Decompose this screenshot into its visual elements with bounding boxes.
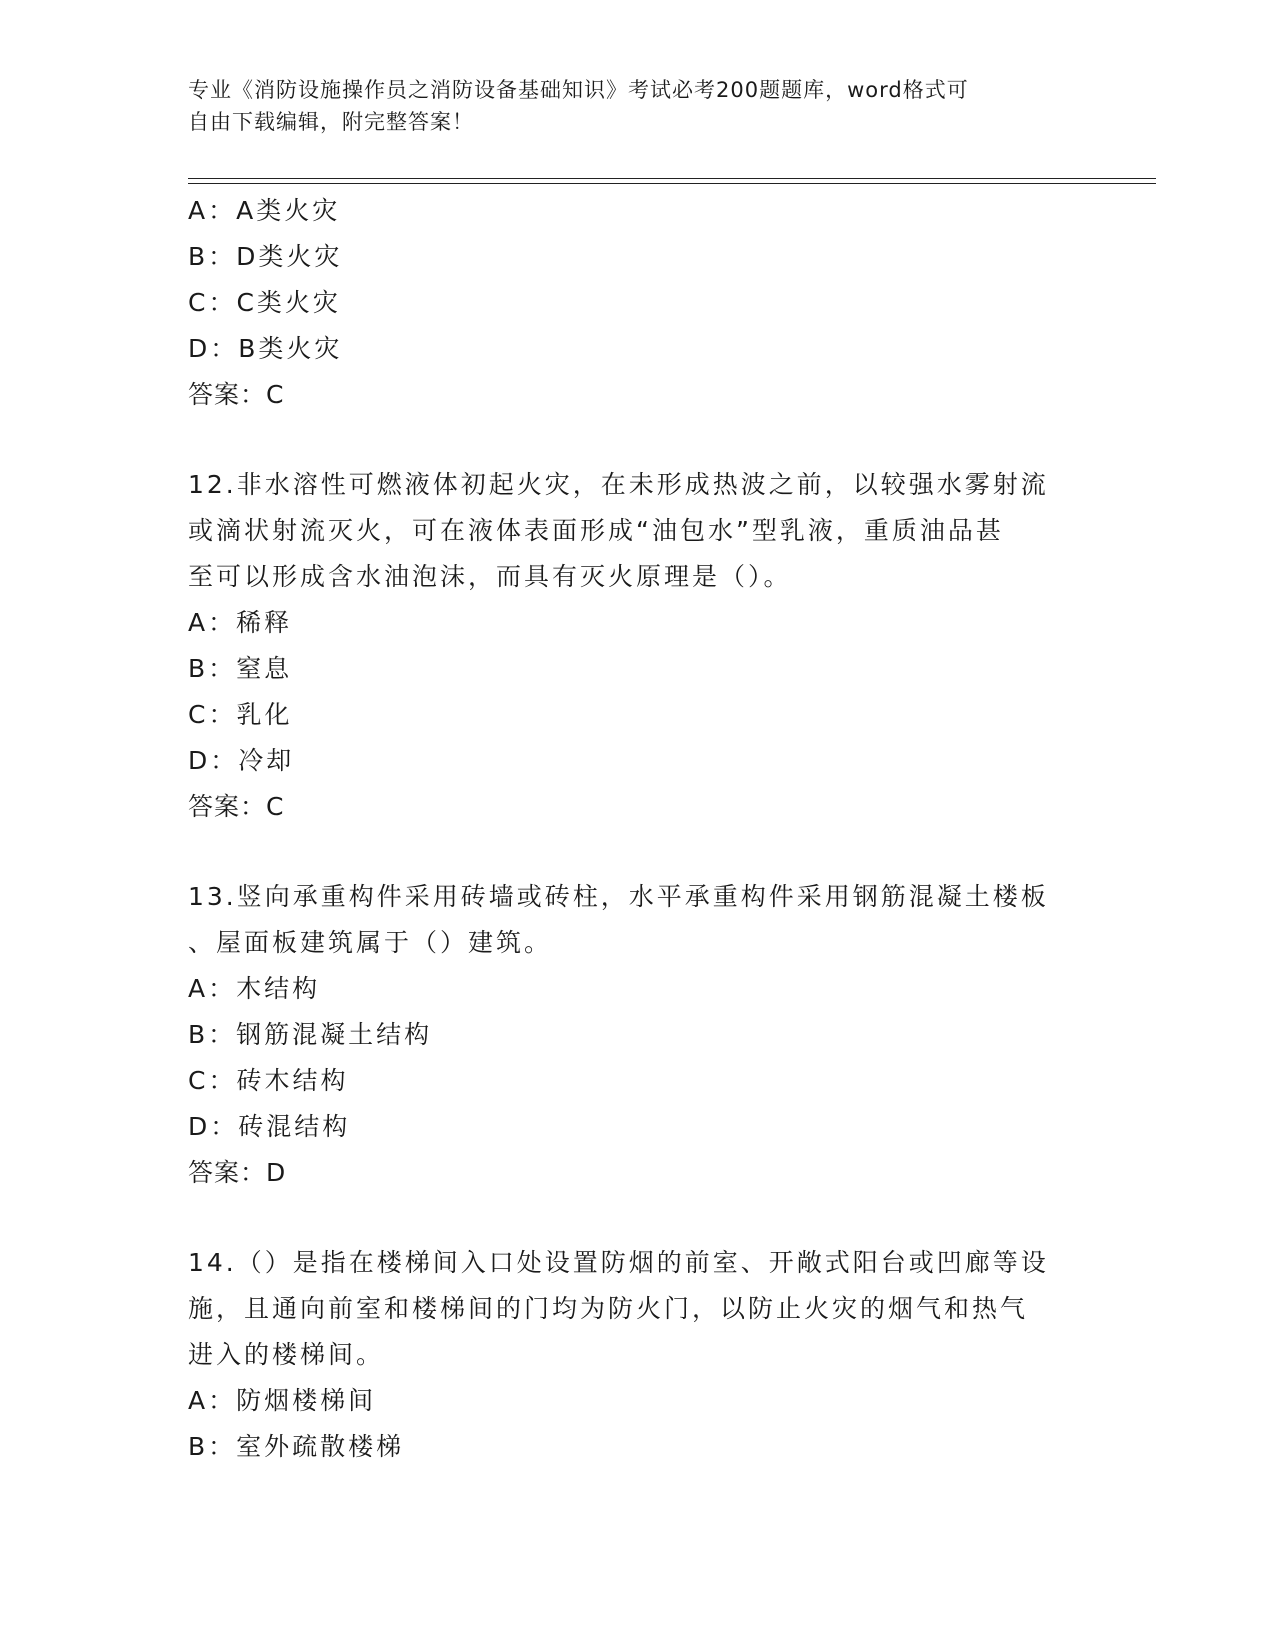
- option-b: B：钢筋混凝土结构: [188, 1020, 433, 1049]
- question-text-line: 进入的楼梯间。: [188, 1340, 385, 1369]
- question-text-line: 12.非水溶性可燃液体初起火灾，在未形成热波之前，以较强水雾射流: [188, 470, 1049, 499]
- option-d: D：B类火灾: [188, 334, 343, 363]
- option-d: D：冷却: [188, 746, 295, 775]
- question-11: [188, 188, 1088, 418]
- question-12: [188, 462, 1088, 830]
- option-c: C：C类火灾: [188, 288, 341, 317]
- question-text-line: 14.（）是指在楼梯间入口处设置防烟的前室、开敞式阳台或凹廊等设: [188, 1248, 1049, 1277]
- option-d: D：砖混结构: [188, 1112, 351, 1141]
- option-a: A：防烟楼梯间: [188, 1386, 377, 1415]
- option-c: C：乳化: [188, 700, 293, 729]
- answer: 答案：D: [188, 1158, 287, 1187]
- question-text-line: 至可以形成含水油泡沫，而具有灭火原理是（）。: [188, 562, 792, 591]
- question-text-line: 13.竖向承重构件采用砖墙或砖柱，水平承重构件采用钢筋混凝土楼板: [188, 882, 1049, 911]
- question-list: [188, 188, 1088, 1470]
- spacer: [188, 830, 1088, 874]
- option-a: A：A类火灾: [188, 196, 341, 225]
- option-a: A：木结构: [188, 974, 321, 1003]
- header-line-1: 专业《消防设施操作员之消防设备基础知识》考试必考200题题库，word格式可: [188, 78, 969, 102]
- question-text-line: 、屋面板建筑属于（）建筑。: [188, 928, 553, 957]
- option-b: B：窒息: [188, 654, 293, 683]
- option-a: A：稀释: [188, 608, 293, 637]
- question-text-line: 或滴状射流灭火，可在液体表面形成“油包水”型乳液，重质油品甚: [188, 516, 1004, 545]
- answer: 答案：C: [188, 792, 285, 821]
- header-rule-top: [188, 178, 1156, 179]
- header-rule-bottom: [188, 183, 1156, 184]
- option-b: B：D类火灾: [188, 242, 343, 271]
- answer: 答案：C: [188, 380, 285, 409]
- question-text-line: 施，且通向前室和楼梯间的门均为防火门，以防止火灾的烟气和热气: [188, 1294, 1029, 1323]
- option-b: B：室外疏散楼梯: [188, 1432, 405, 1461]
- spacer: [188, 1196, 1088, 1240]
- header-line-2: 自由下载编辑，附完整答案！: [188, 110, 474, 134]
- spacer: [188, 418, 1088, 462]
- document-header: [188, 74, 1068, 138]
- question-13: [188, 874, 1088, 1196]
- option-c: C：砖木结构: [188, 1066, 349, 1095]
- question-14: [188, 1240, 1088, 1470]
